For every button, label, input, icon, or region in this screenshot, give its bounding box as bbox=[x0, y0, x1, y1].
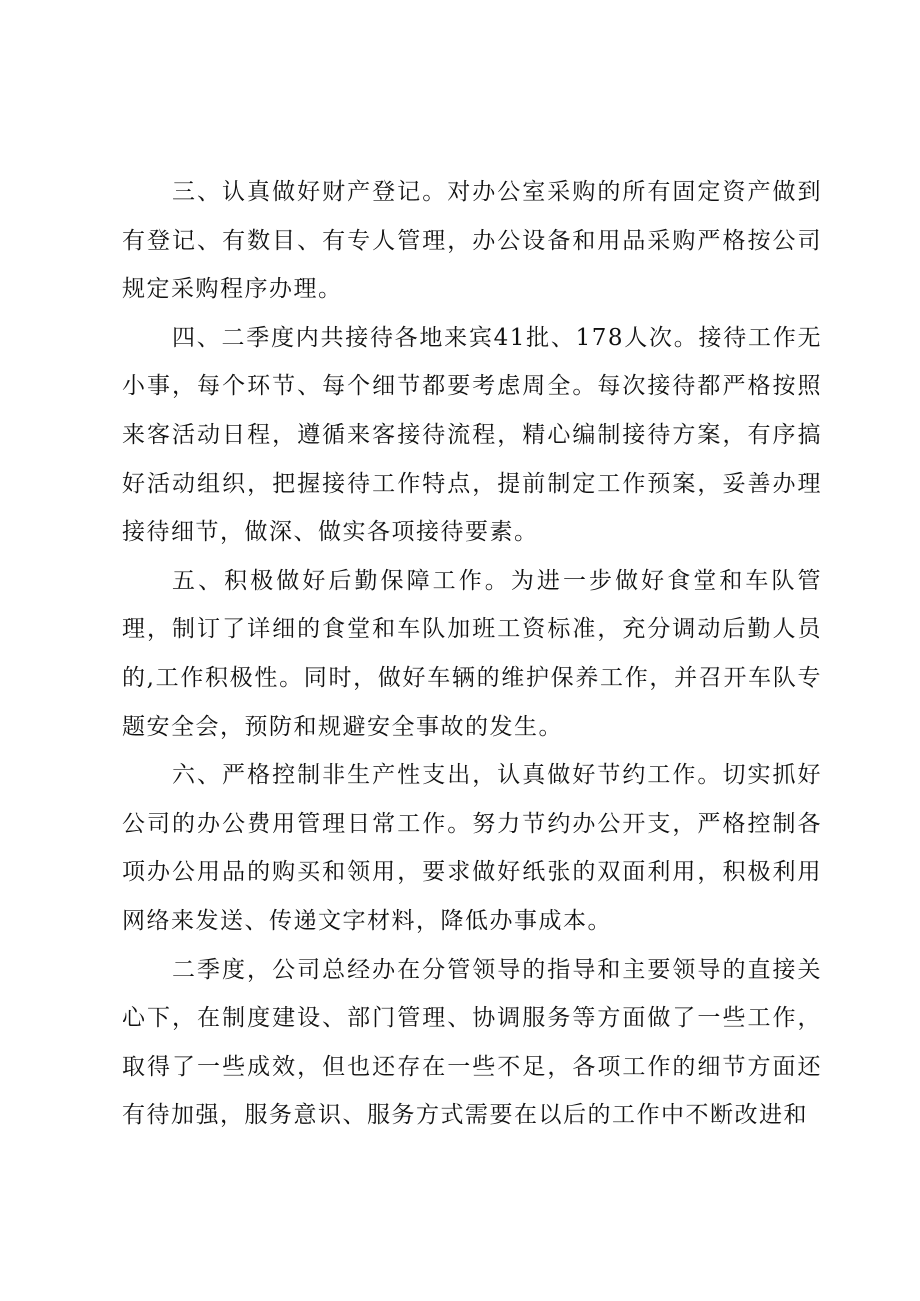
paragraph-logistics-support: 五、积极做好后勤保障工作。为进一步做好食堂和车队管理，制订了详细的食堂和车队加班工资标准，充分调动后勤人员的,工作积极性。同时，做好车辆的维护保养工作，并召开车队专题安全会，预防和规避安全事故的发生。 bbox=[122, 567, 822, 740]
paragraph-expense-control: 六、严格控制非生产性支出，认真做好节约工作。切实抓好公司的办公费用管理日常工作。努力节约办公开支，严格控制各项办公用品的购买和领用，要求做好纸张的双面利用，积极利用网络来发送、传递文字材料，降低办事成本。 bbox=[122, 762, 822, 934]
paragraph-reception-work: 四、二季度内共接待各地来宾41批、178人次。接待工作无小事，每个环节、每个细节都要考虑周全。每次接待都严格按照来客活动日程，遵循来客接待流程，精心编制接待方案，有序搞好活动组织，把握接待工作特点，提前制定工作预案，妥善办理接待细节，做深、做实各项接待要素。 bbox=[122, 324, 822, 546]
paragraph-quarter-summary: 二季度，公司总经办在分管领导的指导和主要领导的直接关心下，在制度建设、部门管理、协调服务等方面做了一些工作，取得了一些成效，但也还存在一些不足，各项工作的细节方面还有待加强，服务意识、服务方式需要在以后的工作中不断改进和 bbox=[122, 956, 822, 1129]
paragraph-property-registration: 三、认真做好财产登记。对办公室采购的所有固定资产做到有登记、有数目、有专人管理，办公设备和用品采购严格按公司规定采购程序办理。 bbox=[122, 179, 822, 303]
document-body bbox=[122, 168, 822, 1140]
